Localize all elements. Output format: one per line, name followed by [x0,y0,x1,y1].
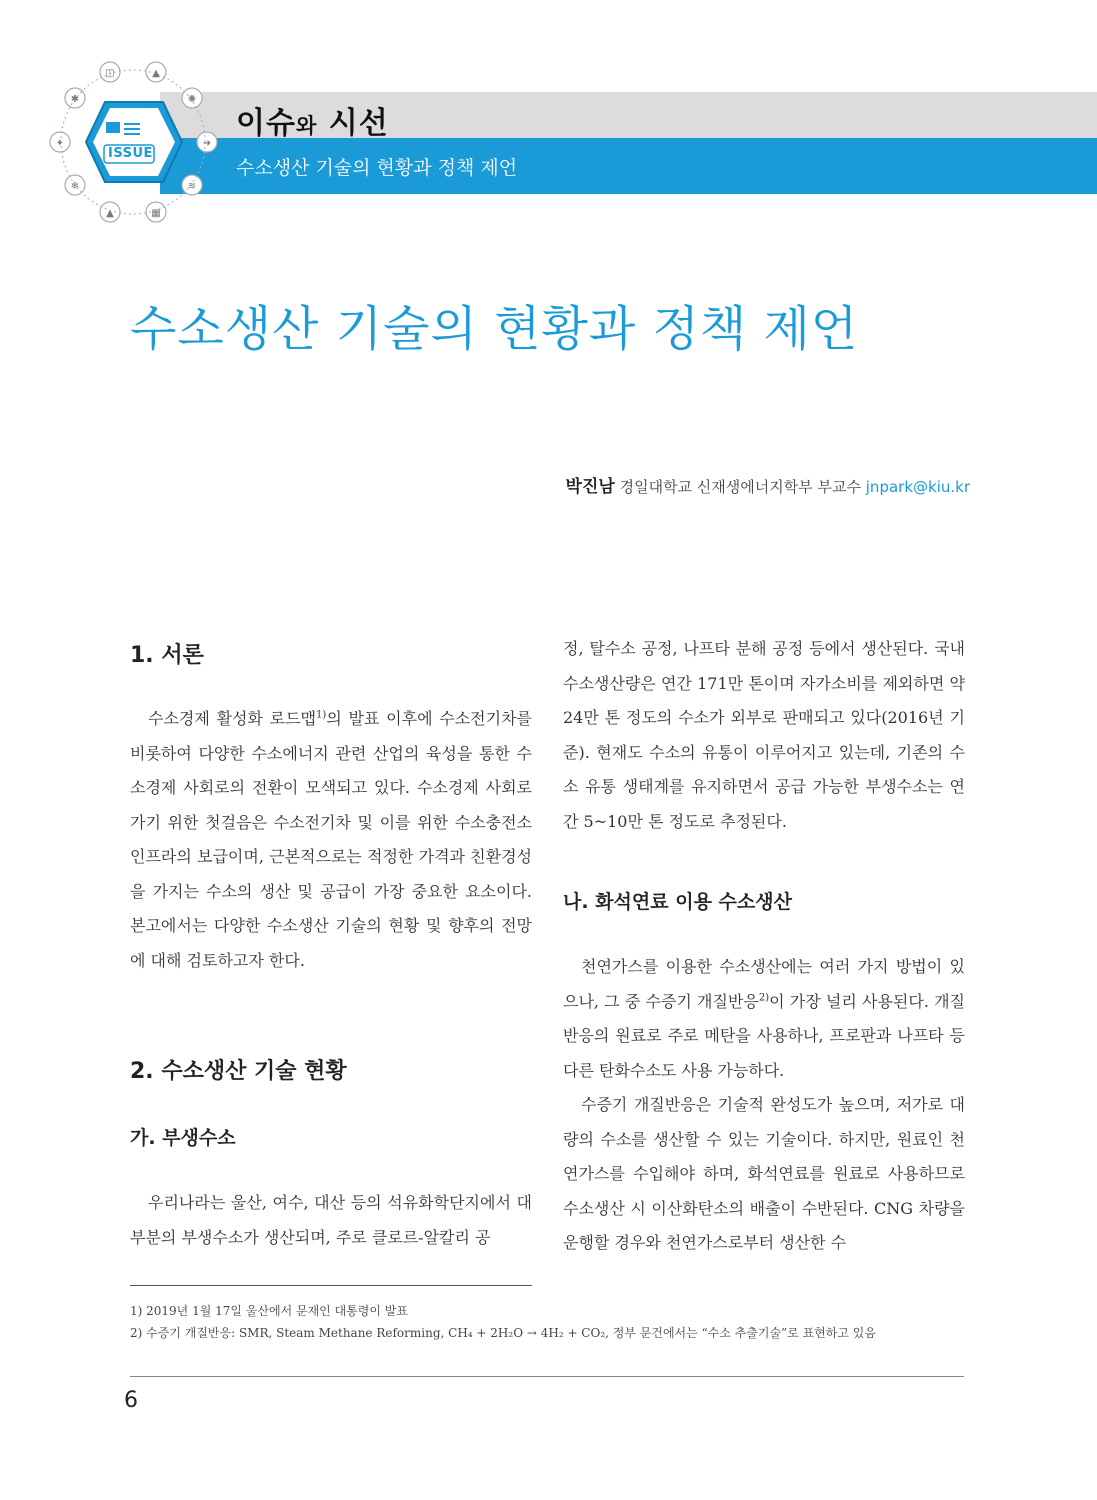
fossil-paragraph-1: 천연가스를 이용한 수소생산에는 여러 가지 방법이 있으나, 그 중 수증기 개질반응$^{2)}$이 가장 널리 사용된다. 개질 반응의 원료로 주로 메탄을 사용하나, 프로판과 나프타 등 다른 탄화수소도 사용 가능하다. [563,957,966,1080]
byproduct-paragraph: 우리나라는 울산, 여수, 대산 등의 석유화학단지에서 대부분의 부생수소가 생산되며, 주로 클로르-알칼리 공 [130,1193,532,1247]
footnote-1: 1) 2019년 1월 17일 울산에서 문재인 대통령이 발표 [130,1304,408,1318]
header-subtitle: 수소생산 기술의 현황과 정책 제언 [236,157,518,179]
article-title: 수소생산 기술의 현황과 정책 제언 [130,301,859,357]
page-rule [130,1376,964,1377]
section-heading-intro: 1. 서론 [130,643,204,668]
footnote-2: 2) 수증기 개질반응: SMR, Steam Methane Reforming, CH₄ + 2H₂O → 4H₂ + CO₂, 정부 문건에서는 “수소 추출기술”로 표현하고 있음 [130,1326,876,1340]
author-affiliation: 경일대학교 신재생에너지학부 부교수 [619,478,861,496]
author-email[interactable]: jnpark@kiu.kr [865,478,970,496]
svg-text:✱: ✱ [70,94,80,105]
left-column [130,632,532,1255]
svg-text:▲: ▲ [106,208,114,219]
intro-paragraph: 수소경제 활성화 로드맵$^{1)}$의 발표 이후에 수소전기차를 비롯하여 다양한 수소에너지 관련 산업의 육성을 통한 수소경제 사회로의 전환이 모색되고 있다. 수소경제 사회로 가기 위한 첫걸음은 수소전기차 및 이를 위한 수소충전소 인프라의 보급이며, 근본적으로는 적정한 가격과 친환경성을 가지는 수소의 생산 및 공급이 가장 중요한 요소이다. 본고에서는 다양한 수소생산 기술의 현황 및 향후의 전망에 대해 검토하고자 한다. [130,709,533,970]
svg-text:➜: ➜ [202,138,212,149]
byproduct-paragraph-continued: 정, 탈수소 공정, 나프타 분해 공정 등에서 생산된다. 국내 수소생산량은 연간 171만 톤이며 자가소비를 제외하면 약 24만 톤 정도의 수소가 외부로 판매되고 있다(2016년 기준). 현재도 수소의 유통이 이루어지고 있는데, 기존의 수소 유통 생태계를 유지하면서 공급 가능한 부생수소는 연간 5~10만 톤 정도로 추정된다. [563,639,965,831]
subsection-heading-fossil: 나. 화석연료 이용 수소생산 [563,891,792,913]
emblem-issue-text: ISSUE [108,146,153,161]
svg-text:▦: ▦ [151,208,161,219]
subsection-heading-byproduct: 가. 부생수소 [130,1127,236,1149]
author-name: 박진남 [565,477,615,497]
section-label: 이슈와 시선 [236,106,389,141]
right-column [563,632,965,1261]
section-heading-tech: 2. 수소생산 기술 현황 [130,1059,347,1084]
svg-text:✦: ✦ [55,138,65,149]
byline [566,472,970,497]
svg-text:◫: ◫ [105,68,115,79]
svg-text:▲: ▲ [152,68,160,79]
fossil-paragraph-2: 수증기 개질반응은 기술적 완성도가 높으며, 저가로 대량의 수소를 생산할 수 있는 기술이다. 하지만, 원료인 천연가스를 수입해야 하며, 화석연료를 원료로 사용하므로 수소생산 시 이산화탄소의 배출이 수반된다. CNG 차량을 운행할 경우와 천연가스로부터 생산한 수 [563,1095,965,1252]
svg-text:❄: ❄ [70,181,80,192]
svg-text:≋: ≋ [187,181,197,192]
issue-emblem-icon [40,52,240,232]
page-number: 6 [124,1388,138,1413]
footnote-rule [130,1285,532,1286]
svg-text:✺: ✺ [187,94,197,105]
